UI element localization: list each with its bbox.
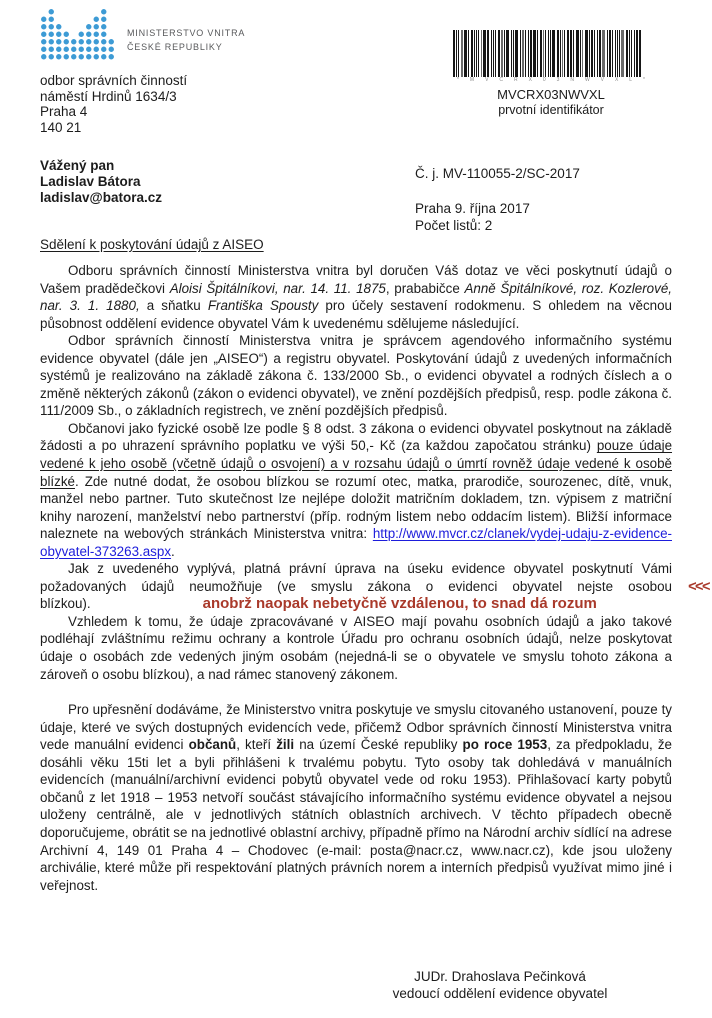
barcode-bar bbox=[456, 30, 457, 77]
barcode-bar bbox=[504, 30, 505, 77]
barcode-bar bbox=[621, 30, 624, 77]
barcode-bar bbox=[550, 30, 551, 77]
barcode-bar bbox=[612, 30, 613, 77]
barcode-bar bbox=[513, 30, 514, 77]
paragraph bbox=[40, 420, 672, 560]
handwritten-annotation: anobrž naopak nebetyčně vzdálenou, to snad dá rozum bbox=[202, 595, 597, 613]
text-run: občanů bbox=[188, 737, 237, 753]
barcode-bar bbox=[636, 30, 638, 77]
barcode-bar bbox=[615, 30, 616, 77]
barcode-bar bbox=[495, 30, 496, 77]
ministry-name-line2: ČESKÉ REPUBLIKY bbox=[127, 41, 223, 52]
barcode-bar bbox=[567, 30, 569, 77]
text-run: po roce 1953 bbox=[462, 737, 548, 753]
text-run: . bbox=[171, 543, 175, 559]
margin-arrows-annotation: <<< bbox=[688, 579, 709, 596]
barcode-bar bbox=[522, 30, 524, 77]
external-link[interactable]: http://www.mvcr.cz/clanek/vydej-udaju-z-evidence-obyvatel-373263.aspx bbox=[40, 526, 672, 559]
barcode-subtext-char: N bbox=[570, 77, 574, 83]
text-line: 140 21 bbox=[40, 119, 82, 135]
text-run: pouze údaje vedené k jeho osobě (včetně údajů o osvojení) a v rozsahu údajů o úmrtí rovněž údaje vedené k osobě blízké bbox=[40, 438, 673, 489]
barcode-bar bbox=[582, 30, 583, 77]
barcode-bar bbox=[629, 30, 630, 77]
paragraph bbox=[40, 560, 709, 613]
barcode-subtext-char: V bbox=[485, 77, 489, 83]
barcode-bar bbox=[511, 30, 512, 77]
barcode-bar bbox=[570, 30, 572, 77]
barcode-subtext-char: R bbox=[513, 77, 518, 83]
barcode-bar bbox=[515, 30, 518, 77]
text-run: Jak z uvedeného vyplývá, platná právní úprava na úseku evidence obyvatel poskytnutí Vámi požadovaných údajů neumožňuje (ve smyslu zákona o evidenci obyvatel nejste osobou blízkou). bbox=[40, 561, 672, 612]
barcode-bar bbox=[545, 30, 546, 77]
text-run: Anně Špitálníkové, roz. Kozlerové, nar. 3. 1. 1880, bbox=[40, 280, 672, 314]
barcode-bar bbox=[607, 30, 608, 77]
text-run: pro účely sestavení rodokmenu. S ohledem na věcnou působnost oddělení evidence obyvatel Vám k uvedenému sdělujeme následující. bbox=[40, 298, 672, 331]
barcode-bar bbox=[478, 30, 479, 77]
barcode-bar bbox=[562, 30, 563, 77]
barcode-bar bbox=[557, 30, 559, 77]
signer-name: JUDr. Drahoslava Pečinková bbox=[414, 969, 586, 984]
barcode-subtext-char: X bbox=[528, 77, 532, 83]
barcode-bar bbox=[520, 30, 521, 77]
paragraph bbox=[40, 701, 672, 894]
barcode-bar bbox=[617, 30, 618, 77]
barcode-subtext-char: W bbox=[584, 77, 590, 83]
text-run: Odboru správních činností Ministerstva vnitra byl doručen Váš dotaz ve věci poskytnutí údajů o Vašem pradědečkovi bbox=[40, 263, 672, 296]
recipient-address bbox=[40, 158, 162, 205]
barcode-code: MVCRX03NWVXL bbox=[497, 87, 605, 102]
barcode-bar bbox=[501, 30, 503, 77]
text-run: , kteří bbox=[236, 737, 277, 753]
barcode-bar bbox=[476, 30, 477, 77]
barcode-bar bbox=[537, 30, 538, 77]
barcode-bar bbox=[540, 30, 542, 77]
barcode-bar bbox=[530, 30, 532, 77]
barcode-bar bbox=[599, 30, 601, 77]
barcode-bar bbox=[468, 30, 469, 77]
barcode-subtext-char: 3 bbox=[556, 77, 560, 83]
barcode-icon bbox=[453, 30, 649, 77]
paragraph bbox=[40, 332, 672, 420]
barcode-block bbox=[453, 30, 649, 117]
barcode-bar bbox=[543, 30, 544, 77]
text-line: odbor správních činností bbox=[40, 73, 188, 88]
barcode-bar bbox=[506, 30, 509, 77]
barcode-subtext-char: * bbox=[457, 77, 459, 83]
barcode-bar bbox=[528, 30, 529, 77]
barcode-bar bbox=[498, 30, 500, 77]
barcode-label: prvotní identifikátor bbox=[498, 103, 604, 117]
barcode-bar bbox=[471, 30, 473, 77]
text-run: Vzhledem k tomu, že údaje zpracovávané v AISEO mají povahu osobních údajů a jako takové podléhají zvláštnímu režimu ochrany a kontrole Úřadu pro ochranu osobních údajů, nelze poskytovat údaje o osobách zde vedených jiným osobám (nejedná-li se o obyvatele ve smyslu tohoto zákona a zároveň o osobu blízkou), a nad rámec stanovený zákonem. bbox=[40, 613, 672, 682]
barcode-bar bbox=[491, 30, 492, 77]
barcode-bar bbox=[626, 30, 628, 77]
barcode-bar bbox=[525, 30, 526, 77]
barcode-bar bbox=[481, 30, 482, 77]
barcode-subtext bbox=[453, 77, 649, 84]
barcode-subtext-char: C bbox=[499, 77, 503, 83]
text-run: žili bbox=[276, 737, 295, 753]
barcode-subtext-char: X bbox=[614, 77, 619, 83]
barcode-bar bbox=[458, 30, 459, 77]
text-run: a sňatku bbox=[139, 298, 208, 314]
text-run: Odbor správních činností Ministerstva vnitra je správcem agendového informačního systému evidence obyvatel (dále jen „AISEO“) a registru obyvatel. Poskytování údajů z uvedených informačních systémů je realizováno na základě zákona č. 133/2000 Sb., o evidenci obyvatel a rodných číslech a o změně některých zákonů (zákon o evidenci obyvatel), ve znění pozdějších předpisů, resp. podle zákona č. 111/2009 Sb., o základních registrech, ve znění pozdějších předpisů. bbox=[40, 333, 672, 419]
barcode-bar bbox=[580, 30, 581, 77]
paragraph bbox=[40, 613, 672, 683]
barcode-bar bbox=[493, 30, 494, 77]
barcode-bar bbox=[602, 30, 605, 77]
text-run: Občanovi jako fyzické osobě lze podle § 8 odst. 3 zákona o evidenci obyvatel poskytnout na základě žádosti a po uhrazení správního poplatku ve výši 50,- Kč (za každou započatou stránku) bbox=[40, 420, 672, 454]
ministry-name-line1: MINISTERSTVO VNITRA bbox=[127, 28, 246, 38]
subject-line: Sdělení k poskytování údajů z AISEO bbox=[40, 237, 264, 252]
date-block bbox=[415, 201, 530, 235]
text-run: , prababičce bbox=[385, 280, 465, 296]
barcode-bar bbox=[639, 30, 641, 77]
sender-address bbox=[40, 73, 187, 135]
barcode-bar bbox=[564, 30, 565, 77]
barcode-bar bbox=[552, 30, 555, 77]
barcode-subtext-char: V bbox=[600, 77, 605, 83]
text-run: . Zde nutné dodat, že osobou blízkou se rozumí otec, matka, prarodiče, sourozenec, dítě, vnuk, manžel nebo partner. Tuto skutečnost lze nejlépe doložit matričním dokladem, tzn. výpisem z matriční knihy narození, manželství nebo partnerství (příp. rodným listem nebo oddacím listem). Bližší informace naleznete na webových stránkách Ministerstva vnitra: bbox=[40, 473, 672, 542]
pages-count: Počet listů: 2 bbox=[415, 217, 493, 233]
place-date: Praha 9. října 2017 bbox=[415, 201, 530, 216]
barcode-bar bbox=[474, 30, 475, 77]
text-line: Vážený pan bbox=[40, 158, 115, 173]
text-run: Aloisi Špitálníkovi, nar. 14. 11. 1875 bbox=[169, 280, 386, 296]
barcode-bar bbox=[453, 30, 455, 77]
barcode-bar bbox=[589, 30, 590, 77]
ministry-name bbox=[127, 27, 245, 54]
barcode-subtext-char: L bbox=[629, 77, 633, 83]
barcode-bar bbox=[533, 30, 536, 77]
signer-title: vedoucí oddělení evidence obyvatel bbox=[392, 986, 608, 1002]
text-run: na území České republiky bbox=[294, 737, 463, 753]
barcode-bar bbox=[576, 30, 579, 77]
barcode-bar bbox=[573, 30, 574, 77]
barcode-bar bbox=[487, 30, 489, 77]
barcode-subtext-char: M bbox=[469, 77, 475, 83]
text-run: , za předpokladu, že dosáhli věku 15ti let a byli přihlášeni k trvalému pobytu. Tyto osoby tak dohledává v manuálních evidencích (manuální/archivní evidenci pobytů obyvatel vede od roku 1953). Přihlašovací karty pobytů občanů z let 1918 – 1953 netvoří součást stávajícího informačního systému evidence obyvatel a nejsou uloženy centrálně, ale v jednotlivých státních oblastních archivech. V těchto případech obecně doporučujeme, obrátit se na jednotlivé oblastní archivy, případně přímo na Národní archiv sídlící na adrese Archivní 4, 149 01 Praha 4 – Chodovec (e-mail: posta@nacr.cz, www.nacr.cz), kde jsou uloženy archiválie, které může při respektování platných právních norem a interních předpisů využívat mimo jiné i veřejnost. bbox=[40, 737, 672, 893]
barcode-bar bbox=[464, 30, 467, 77]
barcode-bar bbox=[461, 30, 463, 77]
text-line: náměstí Hrdinů 1634/3 bbox=[40, 88, 177, 104]
barcode-bar bbox=[609, 30, 611, 77]
text-run: Pro upřesnění dodáváme, že Ministerstvo vnitra poskytuje ve smyslu citovaného ustanovení, pouze ty údaje, které ve svých dostupných evidencích vede, přičemž Odbor správních činností Ministerstva vnitra vede manuální evidenci bbox=[40, 702, 672, 753]
barcode-bar bbox=[597, 30, 598, 77]
text-line: Ladislav Bátora bbox=[40, 173, 141, 189]
signature-block bbox=[300, 968, 700, 1003]
letter-body bbox=[40, 262, 709, 894]
barcode-subtext-char: * bbox=[643, 77, 645, 83]
barcode-bar bbox=[548, 30, 549, 77]
text-run: Františka Spousty bbox=[207, 298, 319, 314]
text-line: Praha 4 bbox=[40, 104, 88, 120]
barcode-bar bbox=[634, 30, 635, 77]
barcode-subtext-char: 0 bbox=[542, 77, 546, 83]
barcode-bar bbox=[483, 30, 486, 77]
paragraph bbox=[40, 262, 672, 332]
barcode-bar bbox=[619, 30, 620, 77]
reference-number: Č. j. MV-110055-2/SC-2017 bbox=[415, 166, 580, 181]
barcode-bar bbox=[560, 30, 561, 77]
barcode-bar bbox=[585, 30, 588, 77]
barcode-bar bbox=[631, 30, 632, 77]
barcode-bar bbox=[591, 30, 593, 77]
barcode-bar bbox=[594, 30, 595, 77]
text-line: ladislav@batora.cz bbox=[40, 189, 162, 205]
ministry-logo-icon bbox=[40, 8, 115, 66]
